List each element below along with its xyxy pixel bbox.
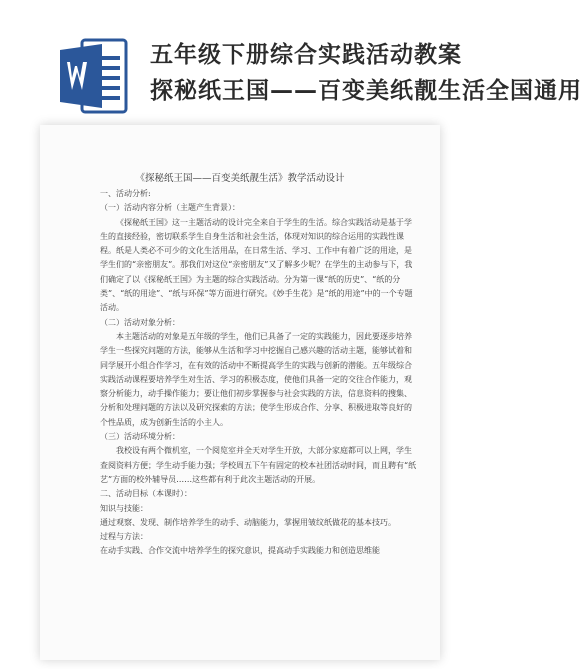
document-banner bbox=[0, 0, 582, 125]
document-body bbox=[100, 187, 418, 559]
body-paragraph: 我校设有两个微机室，一个阅览室并全天对学生开放，大部分家庭都可以上网，学生查阅资料方便；学生动手能力强；学校周五下午有固定的校本社团活动时间，而且聘有“纸艺”方面的校外辅导员……这些都有利于此次主题活动的开展。 bbox=[100, 446, 417, 484]
subsection-heading: 过程与方法： bbox=[100, 532, 148, 542]
page-fade bbox=[40, 648, 440, 660]
subsection-heading: （一）活动内容分析（主题产生背景）： bbox=[100, 203, 240, 213]
subsection-heading: 知识与技能： bbox=[100, 503, 148, 513]
document-page bbox=[40, 125, 440, 660]
body-paragraph: 通过观察、发现、制作培养学生的动手、动脑能力，掌握用皱纹纸做花的基本技巧。 bbox=[100, 517, 396, 527]
subsection-heading: （二）活动对象分析： bbox=[100, 317, 180, 327]
document-title: 《探秘纸王国——百变美纸靓生活》教学活动设计 bbox=[135, 173, 345, 184]
banner-title-line-2: 探秘纸王国——百变美纸靓生活全国通用 bbox=[150, 78, 582, 104]
section-heading: 二、活动目标（本课时）： bbox=[100, 489, 192, 499]
section-heading: 一、活动分析: bbox=[100, 189, 151, 198]
body-paragraph: 在动手实践、合作交流中培养学生的探究意识，提高动手实践能力和创造思维能 bbox=[100, 546, 380, 556]
banner-title-line-1: 五年级下册综合实践活动教案 bbox=[150, 42, 462, 68]
word-document-icon bbox=[58, 38, 128, 114]
subsection-heading: （三）活动环境分析： bbox=[100, 432, 180, 442]
body-paragraph: 本主题活动的对象是五年级的学生，他们已具备了一定的实践能力，因此要逐步培养学生一些探究问题的方法，能够从生活和学习中挖掘自己感兴趣的活动主题，能够试着和同学展开小组合作学习，在有效的活动中不断提高学生的实践与创新的潜能。五年级综合实践活动课程要培养学生对生活、学习的积极态度，使他们具备一定的交往合作能力，观察分析能力，动手操作能力；要让他们初步掌握参与社会实践的方法，信息资料的搜集、分析和处理问题的方法以及研究探索的方法；使学生形成合作、分享、积极进取等良好的个性品质，成为创新生活的小主人。 bbox=[100, 331, 412, 427]
body-paragraph: 《探秘纸王国》这一主题活动的设计完全来自于学生的生活。综合实践活动是基于学生的直接经验，密切联系学生自身生活和社会生活，体现对知识的综合运用的实践性课程。纸是人类必不可少的文化生活用品，在日常生活、学习、工作中有着广泛的用途，是学生们的“亲密朋友”。那我们对这位“亲密朋友”又了解多少呢？在学生的主动参与下，我们确定了以《探秘纸王国》为主题的综合实践活动。分为第一课“纸的历史”、“纸的分类”、“纸的用途”、“纸与环保”等方面进行研究。《妙手生花》是“纸的用途”中的一个专题活动。 bbox=[100, 217, 413, 313]
